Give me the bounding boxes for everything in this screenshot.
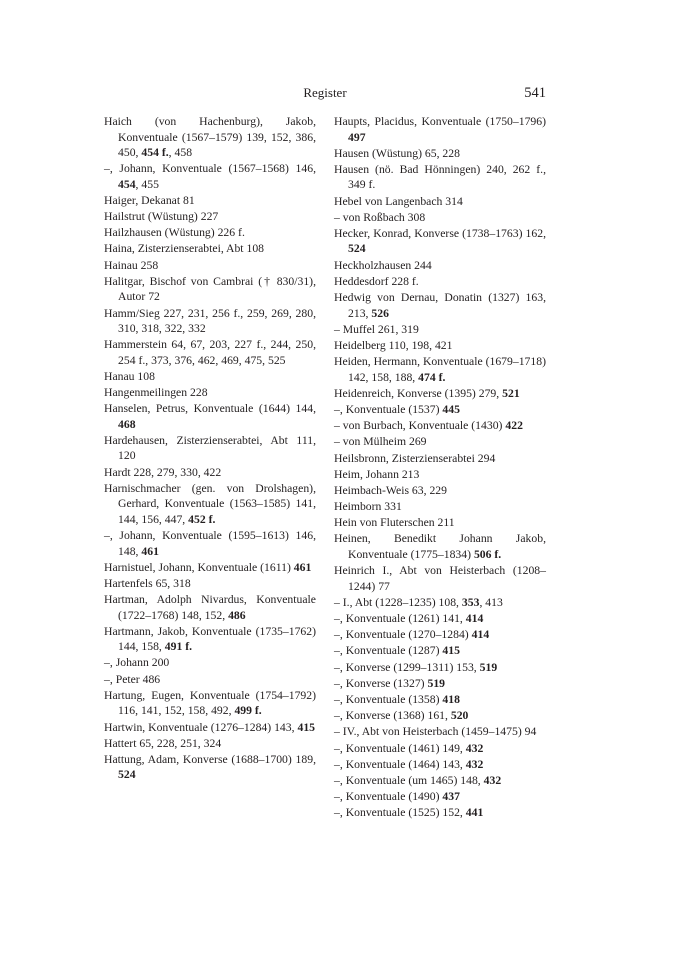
index-entry [104,161,316,192]
index-entry [104,274,316,305]
index-entry [104,258,316,274]
index-entry [104,385,316,401]
index-entry [104,114,316,161]
entry-text: Harnistuel, Johann, Konventuale (1611) [104,560,294,574]
entry-text: –, Konventuale (1525) 152, [334,806,466,820]
index-entry [334,354,546,385]
entry-text: Hardehausen, Zisterzienserabtei, Abt 111, 120 [104,433,316,463]
entry-text: Hartung, Eugen, Konventuale (1754–1792) 116, 141, 152, 158, 492, [104,688,316,718]
index-entry [334,338,546,354]
page-reference-bold: 454 f. [141,146,169,159]
page-reference-bold: 486 [228,608,246,622]
index-entry [104,655,316,671]
index-entry [334,274,546,290]
index-entry [104,225,316,241]
entry-text: Hattert 65, 228, 251, 324 [104,736,222,750]
entry-text: Heilsbronn, Zisterzienserabtei 294 [334,451,496,465]
index-entry [334,789,546,805]
index-entry [104,433,316,464]
index-entry [104,528,316,559]
entry-text: –, Peter 486 [104,672,161,686]
index-entry [334,563,546,594]
index-entry [104,193,316,209]
entry-text: Halitgar, Bischof von Cambrai († 830/31), Autor 72 [104,274,316,304]
index-entry [104,241,316,257]
page-reference-bold: 454 [118,177,136,191]
index-entry [334,595,546,611]
page-reference-bold: 437 [442,790,460,804]
page-reference-bold: 520 [450,709,469,723]
entry-text: Heim, Johann 213 [334,467,420,481]
entry-text: Hebel von Langenbach 314 [334,194,463,208]
page-number: 541 [524,85,546,101]
index-entry [334,611,546,627]
index-entry [334,322,546,338]
page-reference-bold: 452 f. [188,512,216,526]
entry-text: Hausen (nö. Bad Hönningen) 240, 262 f., 349 f. [334,162,546,192]
entry-text: Hailzhausen (Wüstung) 226 f. [104,226,245,240]
index-entry [104,306,316,337]
page-reference-bold: 432 [465,757,484,771]
index-entry [104,401,316,432]
entry-text: Hecker, Konrad, Konverse (1738–1763) 162, [334,226,546,240]
page-reference-bold: 461 [293,560,312,574]
index-entry [334,386,546,402]
entry-text: , 413 [479,595,503,609]
entry-text: – von Mülheim 269 [334,435,427,449]
entry-text: Heidelberg 110, 198, 421 [334,338,453,352]
page-reference-bold: 422 [505,419,523,433]
index-entry [334,483,546,499]
index-entry [334,531,546,562]
index-entry [104,465,316,481]
entry-text: Heinrich I., Abt von Heisterbach (1208–1244) 77 [334,564,546,593]
entry-text: , 455 [135,177,159,191]
entry-text: Heiden, Hermann, Konventuale (1679–1718) 142, 158, 188, [334,355,546,384]
page-reference-bold: 441 [465,806,484,820]
index-entry [334,676,546,692]
index-entry [104,720,316,736]
entry-text: –, Konventuale (1287) [334,644,443,658]
entry-text: Hartenfels 65, 318 [104,576,191,590]
entry-text: Hangenmeilingen 228 [104,386,208,400]
index-entry [104,592,316,623]
index-entry [334,708,546,724]
index-entry [334,418,546,434]
entry-text: – Muffel 261, 319 [334,322,419,336]
index-entry [334,660,546,676]
index-entry [334,194,546,210]
index-entry [334,499,546,515]
index-entry [334,114,546,145]
page-reference-bold: 432 [483,773,502,787]
page-reference-bold: 524 [118,768,136,782]
entry-text: Heimborn 331 [334,500,402,514]
entry-text: –, Konventuale (1261) 141, [334,612,466,625]
entry-text: Hartmann, Jakob, Konventuale (1735–1762) 144, 158, [104,624,316,654]
entry-text: Haich (von Hachenburg), Jakob, Konventuale (1567–1579) 139, 152, 386, 450, [104,115,316,159]
entry-text: Hartman, Adolph Nivardus, Konventuale (1722–1768) 148, 152, [104,593,316,622]
page-header [104,84,546,104]
entry-text: –, Konventuale (1464) 143, [334,757,466,771]
entry-text: Hanselen, Petrus, Konventuale (1644) 144, [104,402,316,416]
entry-text: –, Konventuale (1537) [334,402,443,416]
index-entry [334,692,546,708]
index-entry [334,402,546,418]
index-entry [334,773,546,789]
page-reference-bold: 418 [442,692,460,706]
entry-text: Hainau 258 [104,258,159,272]
page-reference-bold: 432 [465,741,484,755]
entry-text: Heinen, Benedikt Johann Jakob, Konventuale (1775–1834) [334,532,546,561]
entry-text: Heckholzhausen 244 [334,258,432,272]
entry-text: Haina, Zisterzienserabtei, Abt 108 [104,242,265,256]
page-reference-bold: 521 [502,386,520,400]
index-entry [334,627,546,643]
index-column-left [104,114,316,784]
entry-text: –, Konventuale (1358) [334,692,443,706]
index-entry [334,643,546,659]
index-entry [104,209,316,225]
index-entry [334,451,546,467]
index-entry [104,337,316,368]
entry-text: Haiger, Dekanat 81 [104,193,195,207]
index-entry [104,688,316,719]
index-entry [334,741,546,757]
index-column-right [334,114,546,821]
entry-text: –, Konverse (1368) 161, [334,709,451,723]
page-reference-bold: 524 [348,242,366,256]
page-reference-bold: 414 [465,612,484,625]
page-reference-bold: 519 [427,676,446,690]
page-reference-bold: 526 [371,306,389,320]
entry-text: , 458 [168,146,193,159]
entry-text: –, Konventuale (1490) [334,790,443,804]
page-reference-bold: 497 [348,130,366,144]
entry-text: Haupts, Placidus, Konventuale (1750–1796) [334,115,546,128]
entry-text: Hein von Fluterschen 211 [334,516,455,530]
entry-text: –, Konverse (1327) [334,676,428,690]
index-entry [104,736,316,752]
page-reference-bold: 461 [141,544,159,558]
index-entry [334,226,546,257]
index-entry [104,369,316,385]
entry-text: Heidenreich, Konverse (1395) 279, [334,386,503,400]
index-entry [334,805,546,821]
entry-text: –, Konventuale (1461) 149, [334,741,466,755]
running-title: Register [303,85,347,100]
entry-text: Hattung, Adam, Konverse (1688–1700) 189, [104,752,316,766]
index-entry [104,672,316,688]
entry-text: –, Johann, Konventuale (1567–1568) 146, [104,162,316,176]
page-reference-bold: 499 f. [234,704,262,718]
page-reference-bold: 491 f. [164,640,193,654]
entry-text: Heimbach-Weis 63, 229 [334,483,447,497]
index-entry [334,290,546,321]
index-entry [334,434,546,450]
entry-text: – IV., Abt von Heisterbach (1459–1475) 94 [334,725,537,739]
entry-text: Hartwin, Konventuale (1276–1284) 143, [104,720,298,734]
index-entry [334,515,546,531]
page-reference-bold: 445 [442,402,460,416]
page-reference-bold: 474 f. [418,370,446,384]
index-entry [334,258,546,274]
page-reference-bold: 353 [461,595,480,609]
index-entry [334,467,546,483]
entry-text: Harnischmacher (gen. von Drolshagen), Gerhard, Konventuale (1563–1585) 141, 144, 156, 447, [104,481,316,526]
entry-text: – von Roßbach 308 [334,210,426,224]
entry-text: Heddesdorf 228 f. [334,274,419,288]
page-reference-bold: 415 [442,644,460,658]
entry-text: –, Johann, Konventuale (1595–1613) 146, 148, [104,529,316,558]
page-reference-bold: 415 [297,720,315,734]
entry-text: –, Konverse (1299–1311) 153, [334,660,480,674]
page-reference-bold: 414 [471,628,490,642]
index-entry [104,624,316,655]
entry-text: Hardt 228, 279, 330, 422 [104,465,222,479]
index-entry [104,752,316,783]
entry-text: Hausen (Wüstung) 65, 228 [334,146,460,160]
index-entry [334,210,546,226]
index-entry [334,724,546,740]
entry-text: Hanau 108 [104,369,155,383]
index-entry [104,560,316,576]
entry-text: – I., Abt (1228–1235) 108, [334,595,462,609]
page-reference-bold: 506 f. [473,547,502,561]
index-entry [334,757,546,773]
entry-text: –, Konventuale (um 1465) 148, [334,773,484,787]
entry-text: –, Johann 200 [104,656,170,670]
entry-text: Hedwig von Dernau, Donatin (1327) 163, 213, [334,291,546,320]
index-entry [104,481,316,528]
index-entry [334,162,546,193]
entry-text: Hammerstein 64, 67, 203, 227 f., 244, 250, 254 f., 373, 376, 462, 469, 475, 525 [104,338,316,367]
entry-text: Hamm/Sieg 227, 231, 256 f., 259, 269, 280, 310, 318, 322, 332 [104,306,316,335]
entry-text: –, Konventuale (1270–1284) [334,628,472,642]
entry-text: – von Burbach, Konventuale (1430) [334,419,506,433]
index-entry [334,146,546,162]
entry-text: Hailstrut (Wüstung) 227 [104,210,219,224]
page-reference-bold: 519 [479,660,498,674]
page-reference-bold: 468 [118,417,136,431]
index-entry [104,576,316,592]
